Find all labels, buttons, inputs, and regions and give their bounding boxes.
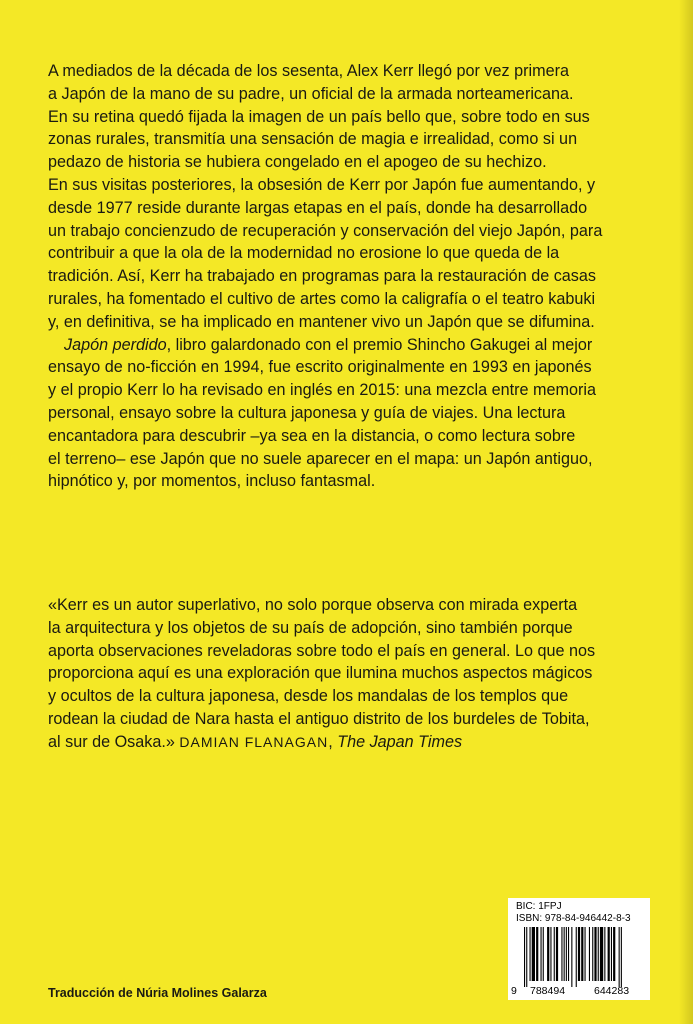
text-line: aporta observaciones reveladoras sobre todo el país en general. Lo que nos — [48, 641, 596, 660]
barcode-bar — [568, 927, 569, 981]
text-line: «Kerr es un autor superlativo, no solo porque observa con mirada experta — [48, 596, 578, 614]
barcode-label — [508, 898, 650, 1000]
text-line: ensayo de no-ficción en 1994, fue escrito originalmente en 1993 en japonés — [48, 358, 592, 377]
barcode-bar — [619, 927, 620, 987]
bic-code: BIC: 1FPJ — [516, 901, 562, 912]
text-line: encantadora para descubrir –ya sea en la distancia, o como lectura sobre — [48, 426, 576, 445]
text-line: , libro galardonado con el premio Shincho Gakugei al mejor — [166, 335, 593, 354]
barcode-bar — [592, 927, 593, 981]
spine-shade — [679, 0, 693, 1024]
barcode-bar — [594, 927, 596, 981]
back-cover-blurb — [48, 60, 660, 493]
text-line: y, en definitiva, se ha implicado en mantener vivo un Japón que se difumina. — [48, 312, 595, 331]
blurb-paragraph-2 — [48, 174, 660, 334]
barcode-bar — [530, 927, 531, 981]
text-line: un trabajo concienzudo de recuperación y conservación del viejo Japón, para — [48, 221, 603, 240]
barcode-bar — [611, 927, 612, 981]
barcode-bar — [621, 927, 622, 987]
text-line: y el propio Kerr lo ha revisado en inglés en 2015: una mezcla entre memoria — [48, 381, 596, 400]
barcode-bar — [524, 927, 525, 987]
barcode-bar — [585, 927, 586, 981]
barcode-bar — [598, 927, 599, 981]
barcode-bar — [578, 927, 580, 981]
barcode-bar — [561, 927, 562, 981]
barcode-bar — [564, 927, 565, 981]
text-line: desde 1977 reside durante largas etapas en el país, donde ha desarrollado — [48, 198, 588, 217]
barcode-digit-first: 9 — [511, 985, 517, 997]
text-line: rurales, ha fomentado el cultivo de artes como la caligrafía o el teatro kabuki — [48, 289, 596, 308]
barcode-bar — [547, 927, 549, 981]
barcode-bar — [608, 927, 610, 981]
barcode-bar — [536, 927, 538, 981]
text-line: A mediados de la década de los sesenta, Alex Kerr llegó por vez primera — [48, 62, 569, 80]
barcode-bar — [576, 927, 577, 987]
isbn-code: ISBN: 978-84-946442-8-3 — [516, 913, 631, 924]
quote-paragraph — [48, 594, 660, 754]
text-line: al sur de Osaka.» — [48, 732, 180, 751]
barcode-bar — [581, 927, 583, 981]
text-line: el terreno– ese Japón que no suele aparecer en el mapa: un Japón antiguo, — [48, 449, 593, 468]
text-line: rodean la ciudad de Nara hasta el antiguo distrito de los burdeles de Tobita, — [48, 709, 590, 728]
blurb-paragraph-1 — [48, 60, 660, 174]
barcode-bar — [554, 927, 555, 981]
text-line: zonas rurales, transmitía una sensación de magia e irrealidad, como si un — [48, 130, 578, 149]
barcode-bars — [514, 927, 644, 987]
barcode-bar — [541, 927, 542, 981]
barcode-bar — [571, 927, 572, 987]
book-title: Japón perdido — [64, 335, 167, 354]
barcode-bar — [550, 927, 551, 981]
barcode-bar — [589, 927, 590, 981]
barcode-bar — [543, 927, 544, 981]
quote-source: The Japan Times — [337, 732, 463, 751]
barcode-bar — [532, 927, 535, 981]
text-line: En su retina quedó fijada la imagen de un país bello que, sobre todo en sus — [48, 107, 590, 126]
text-line: a Japón de la mano de su padre, un oficial de la armada norteamericana. — [48, 84, 574, 103]
barcode-bar — [613, 927, 615, 981]
barcode-bar — [566, 927, 567, 981]
barcode-bar — [604, 927, 605, 981]
translator-credit: Traducción de Núria Molines Galarza — [48, 986, 267, 1000]
text-line: personal, ensayo sobre la cultura japonesa y guía de viajes. Una lectura — [48, 403, 566, 422]
text-line: hipnótico y, por momentos, incluso fantasmal. — [48, 472, 376, 491]
quote-separator: , — [328, 732, 338, 751]
text-line: pedazo de historia se hubiera congelado en el apogeo de su hechizo. — [48, 153, 547, 172]
text-line: En sus visitas posteriores, la obsesión de Kerr por Japón fue aumentando, y — [48, 175, 596, 194]
blurb-paragraph-3 — [48, 334, 660, 494]
barcode-bar — [556, 927, 558, 981]
barcode-digits-left: 788494 — [530, 985, 566, 997]
text-line: contribuir a que la ola de la modernidad no erosione lo que queda de la — [48, 244, 560, 263]
text-line: tradición. Así, Kerr ha trabajado en programas para la restauración de casas — [48, 267, 596, 286]
quote-author: DAMIAN FLANAGAN — [179, 733, 329, 750]
review-quote — [48, 594, 660, 754]
text-line: la arquitectura y los objetos de su país de adopción, sino también porque — [48, 618, 573, 637]
barcode-bar — [600, 927, 603, 981]
barcode-digits-right: 644283 — [594, 985, 630, 997]
text-line: proporciona aquí es una exploración que ilumina muchos aspectos mágicos — [48, 664, 593, 683]
text-line: y ocultos de la cultura japonesa, desde los mandalas de los templos que — [48, 687, 569, 706]
barcode-bar — [526, 927, 527, 987]
